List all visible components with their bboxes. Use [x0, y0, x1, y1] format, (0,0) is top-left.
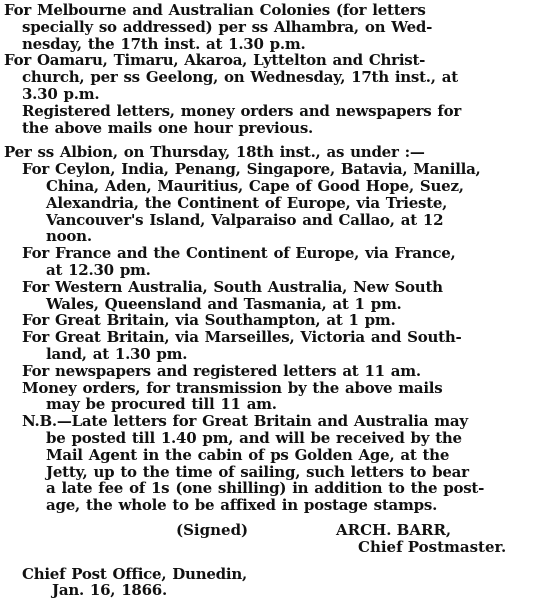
- signatory-title: Chief Postmaster.: [358, 539, 506, 556]
- notice-line: Money orders, for transmission by the above mails: [4, 380, 558, 397]
- notice-line: the above mails one hour previous.: [4, 120, 558, 137]
- notice-line: For Great Britain, via Southampton, at 1 pm.: [4, 312, 558, 329]
- footer-block: [4, 566, 558, 599]
- notice-line: at 12.30 pm.: [4, 262, 558, 279]
- notice-line: noon.: [4, 228, 558, 245]
- item-money-orders: [4, 380, 558, 414]
- notice-line: 3.30 p.m.: [4, 86, 558, 103]
- notice-line: land, at 1.30 pm.: [4, 346, 558, 363]
- notice-line: Alexandria, the Continent of Europe, via Trieste,: [4, 195, 558, 212]
- item-great-britain-marseilles: [4, 329, 558, 363]
- item-france: [4, 245, 558, 279]
- notice-date: Jan. 16, 1866.: [4, 582, 558, 599]
- notice-line: China, Aden, Mauritius, Cape of Good Hope, Suez,: [4, 178, 558, 195]
- notice-line: be posted till 1.40 pm, and will be received by the: [4, 430, 558, 447]
- signatory-title-row: [4, 539, 558, 556]
- albion-mail-section: [4, 144, 558, 514]
- notice-line: For newspapers and registered letters at 11 am.: [4, 363, 558, 380]
- notice-line: age, the whole to be affixed in postage stamps.: [4, 497, 558, 514]
- notice-line: specially so addressed) per ss Alhambra, on Wed-: [4, 19, 558, 36]
- notice-line: may be procured till 11 am.: [4, 396, 558, 413]
- oamaru-mail-paragraph: [4, 52, 558, 102]
- item-nb-late-letters: [4, 413, 558, 514]
- item-western-australia: [4, 279, 558, 313]
- notice-line: Mail Agent in the cabin of ps Golden Age, at the: [4, 447, 558, 464]
- signature-row: [4, 522, 558, 539]
- notice-line: Wales, Queensland and Tasmania, at 1 pm.: [4, 296, 558, 313]
- item-great-britain-southampton: [4, 312, 558, 329]
- notice-line: For Western Australia, South Australia, New South: [4, 279, 558, 296]
- signed-label: (Signed): [176, 522, 248, 539]
- notice-line: For Great Britain, via Marseilles, Victoria and South-: [4, 329, 558, 346]
- notice-line: a late fee of 1s (one shilling) in addition to the post-: [4, 480, 558, 497]
- notice-line: church, per ss Geelong, on Wednesday, 17th inst., at: [4, 69, 558, 86]
- notice-line: N.B.—Late letters for Great Britain and Australia may: [4, 413, 558, 430]
- notice-line: For Ceylon, India, Penang, Singapore, Batavia, Manilla,: [4, 161, 558, 178]
- item-newspapers: [4, 363, 558, 380]
- notice-line: For Melbourne and Australian Colonies (for letters: [4, 2, 558, 19]
- post-office-location: Chief Post Office, Dunedin,: [4, 566, 558, 583]
- notice-line: For Oamaru, Timaru, Akaroa, Lyttelton and Christ-: [4, 52, 558, 69]
- notice-line: Jetty, up to the time of sailing, such letters to bear: [4, 464, 558, 481]
- notice-line: Vancouver's Island, Valparaiso and Callao, at 12: [4, 212, 558, 229]
- item-ceylon-india: [4, 161, 558, 245]
- registered-letters-paragraph: [4, 103, 558, 137]
- signatory-name: ARCH. BARR,: [336, 522, 451, 539]
- notice-line: For France and the Continent of Europe, via France,: [4, 245, 558, 262]
- notice-line: Registered letters, money orders and newspapers for: [4, 103, 558, 120]
- melbourne-mail-paragraph: [4, 2, 558, 52]
- section-heading: Per ss Albion, on Thursday, 18th inst., as under :—: [4, 144, 558, 161]
- signature-block: [4, 522, 558, 556]
- notice-line: nesday, the 17th inst. at 1.30 p.m.: [4, 36, 558, 53]
